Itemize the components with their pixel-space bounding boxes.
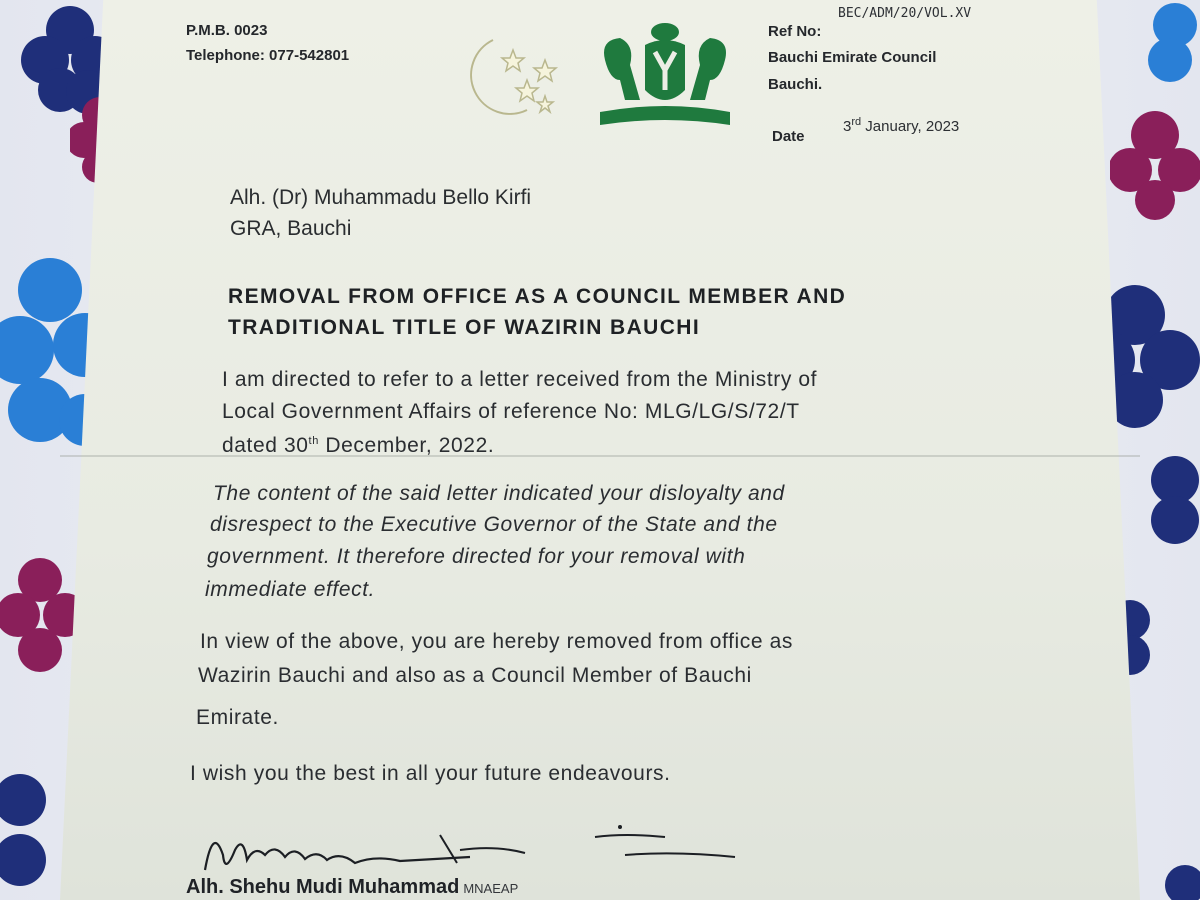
paragraph-1-line-3: dated 30th December, 2022. <box>222 434 495 457</box>
letter-date: 3rd January, 2023 <box>843 116 960 135</box>
flower-decoration <box>1110 110 1200 220</box>
subject-line-2: TRADITIONAL TITLE OF WAZIRIN BAUCHI <box>228 316 701 339</box>
handwritten-signature <box>195 815 755 885</box>
paragraph-3-line-3: Emirate. <box>196 706 279 729</box>
signatory-name: Alh. Shehu Mudi Muhammad <box>186 876 460 898</box>
paragraph-1-line-2: Local Government Affairs of reference No: MLG/LG/S/72/T <box>222 400 800 423</box>
ref-label: Ref No: <box>768 23 822 40</box>
recipient-address: GRA, Bauchi <box>230 217 352 240</box>
flower-decoration <box>0 760 60 900</box>
flower-decoration <box>1160 860 1200 900</box>
paragraph-2-line-3: government. It therefore directed for your removal with <box>207 545 746 568</box>
crescent-star-emblem <box>445 30 570 125</box>
signatory-suffix: MNAEAP <box>463 881 519 896</box>
pmb-number: P.M.B. 0023 <box>186 22 268 39</box>
organization-name: Bauchi Emirate Council <box>768 49 937 66</box>
flower-decoration <box>1140 450 1200 550</box>
paragraph-1-line-1: I am directed to refer to a letter received from the Ministry of <box>222 368 818 391</box>
paragraph-3-line-2: Wazirin Bauchi and also as a Council Member of Bauchi <box>198 664 752 687</box>
flower-decoration <box>1140 0 1200 90</box>
paragraph-3-line-1: In view of the above, you are hereby removed from office as <box>200 630 793 653</box>
closing-line: I wish you the best in all your future endeavours. <box>190 762 671 785</box>
paragraph-2-line-4: immediate effect. <box>205 578 376 601</box>
recipient-name: Alh. (Dr) Muhammadu Bello Kirfi <box>230 186 532 209</box>
telephone-number: Telephone: 077-542801 <box>186 47 350 64</box>
reference-code: BEC/ADM/20/VOL.XV <box>838 6 972 21</box>
organization-city: Bauchi. <box>768 76 823 93</box>
subject-line-1: REMOVAL FROM OFFICE AS A COUNCIL MEMBER AND <box>228 285 847 308</box>
paragraph-2-line-2: disrespect to the Executive Governor of the State and the <box>210 513 778 536</box>
paragraph-2-line-1: The content of the said letter indicated your disloyalty and <box>213 482 785 505</box>
coat-of-arms-icon <box>590 20 740 135</box>
signatory-name-line <box>186 876 518 899</box>
date-label: Date <box>772 128 805 145</box>
